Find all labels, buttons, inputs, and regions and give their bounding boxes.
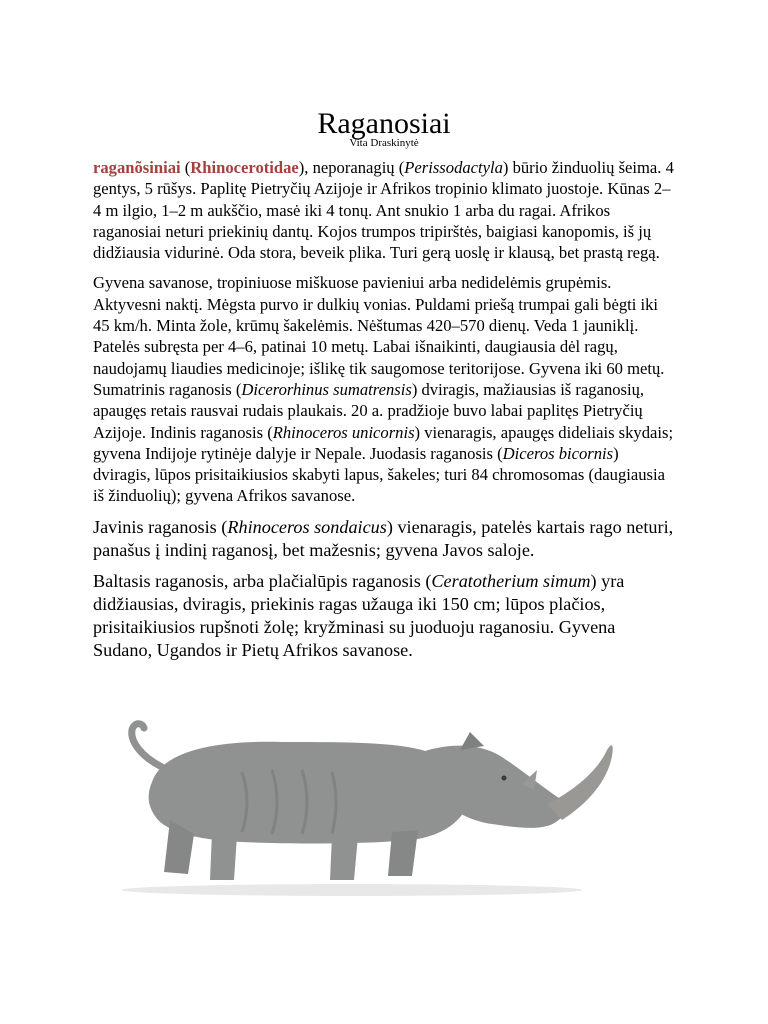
text-run: ), neporanagių (	[298, 158, 405, 177]
latin-species-name: Rhinoceros unicornis	[272, 422, 415, 442]
ear-shape	[460, 732, 484, 750]
rhinoceros-image	[92, 712, 637, 897]
latin-family-name: Rhinocerotidae	[190, 158, 299, 177]
text-run: Javinis raganosis (	[93, 516, 228, 537]
text-run: ) yra didžiausias, dviragis, priekinis ragas užauga iki 150 cm; lūpos plačios, prisitaikiusios rupšnoti žolę; kryžminasi su juoduoju raganosiu. Gyvena Sudano, Ugandos ir Pietų Afrikos savanose.	[93, 570, 625, 660]
text-run: ) dviragis, mažiausias iš raganosių, apaugęs retais rausvai rudais plaukais. 20 a. pradžioje buvo labai paplitęs Pietryčių Azijoje. Indinis raganosis (	[93, 379, 645, 442]
leg-shape	[330, 836, 358, 880]
latin-species-name: Ceratotherium simum	[431, 570, 591, 591]
author-name: Vita Draskinytė	[349, 137, 419, 149]
latin-species-name: Rhinoceros sondaicus	[227, 516, 387, 537]
page-title: Raganosiai	[317, 107, 451, 141]
eye-shape	[502, 776, 507, 781]
latin-order-name: Perissodactyla	[404, 158, 503, 177]
text-run: ) dviragis, lūpos prisitaikiusios skabyti lapus, šakeles; turi 84 chromosomas (daugiausia iš žinduolių); gyvena Afrikos savanose.	[93, 443, 665, 506]
text-run: Gyvena savanose, tropiniuose miškuose pavieniui arba nedidelėmis grupėmis. Aktyvesni naktį. Mėgsta purvo ir dulkių vonias. Puldami priešą trumpai gali bėgti iki 45 km/h. Minta žole, krūmų šakelėmis. Nėštumas 420–570 dienų. Veda 1 jauniklį. Patelės subręsta per 4–6, patinai 10 metų. Labai išnaikinti, daugiausia dėl ragų, naudojamų liaudies medicinoje; išlikę tik saugomose teritorijose. Gyvena iki 60 metų. Sumatrinis raganosis (	[93, 273, 665, 399]
paragraph-white-rhino	[93, 570, 675, 662]
tail-shape	[132, 724, 162, 767]
leg-shape	[210, 832, 237, 880]
term-headword: raganõsiniai	[93, 158, 181, 177]
paragraph-javan-rhino	[93, 516, 675, 562]
front-horn	[547, 745, 613, 820]
latin-species-name: Diceros bicornis	[502, 443, 614, 463]
text-run: ) vienaragis, patelės kartais rago neturi, panašus į indinį raganosį, bet mažesnis; gyvena Javos saloje.	[93, 516, 674, 560]
text-run: ) vienaragis, apaugęs dideliais skydais; gyvena Indijoje rytinėje dalyje ir Nepale. Juodasis raganosis (	[93, 422, 674, 463]
text-run: ) būrio žinduolių šeima. 4 gentys, 5 rūšys. Paplitę Pietryčių Azijoje ir Afrikos tropinio klimato juostoje. Kūnas 2–4 m ilgio, 1–2 m aukščio, masė iki 4 tonų. Ant snukio 1 arba du ragai. Afrikos raganosiai neturi priekinių dantų. Kojos trumpos tripirštės, baigiasi kanopomis, iš jų didžiausia vidurinė. Oda stora, beveik plika. Turi gerą uoslę ir klausą, bet prastą regą.	[93, 158, 674, 263]
ground-shadow	[122, 884, 582, 896]
text-run: (	[180, 158, 191, 177]
latin-species-name: Dicerorhinus sumatrensis	[241, 379, 412, 399]
paragraph-intro	[93, 157, 675, 263]
text-run: Baltasis raganosis, arba plačialūpis raganosis (	[93, 570, 432, 591]
paragraph-habitat	[93, 272, 675, 506]
leg-shape	[388, 830, 418, 876]
article-body	[93, 157, 675, 662]
